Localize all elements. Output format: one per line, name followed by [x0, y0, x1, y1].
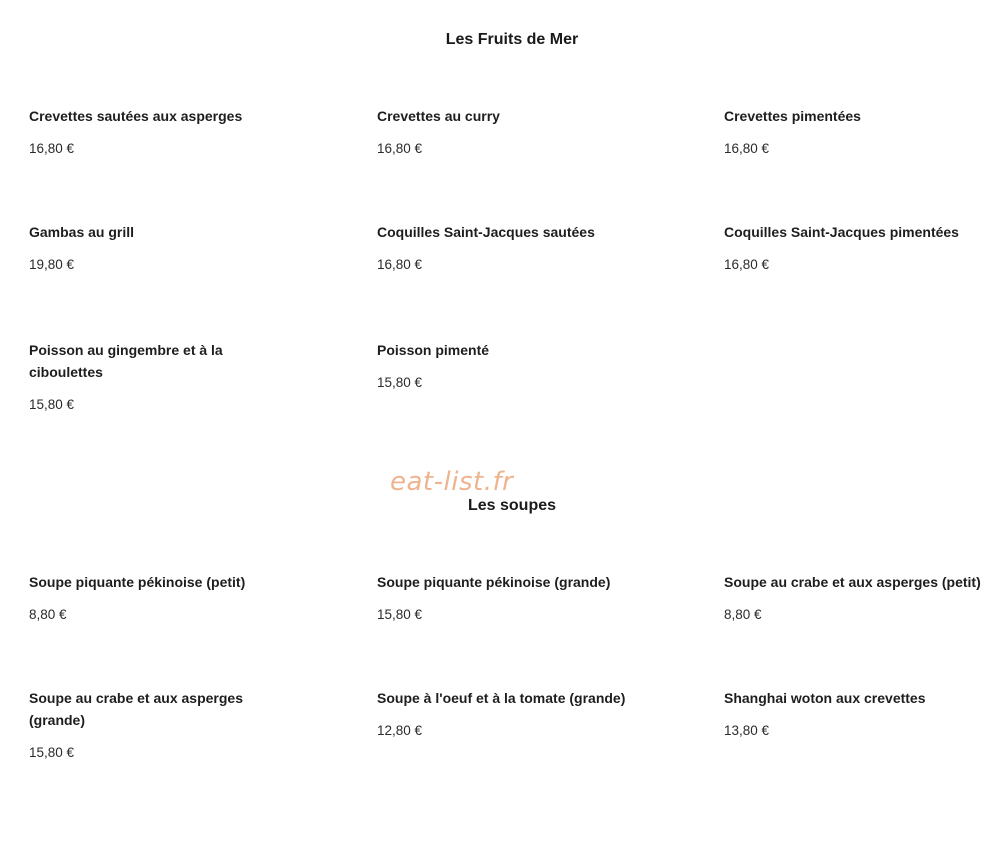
menu-item [377, 105, 647, 158]
menu-item-name: Gambas au grill [29, 224, 135, 240]
menu-item-name: Shanghai woton aux crevettes [724, 690, 926, 706]
menu-item [29, 571, 299, 624]
menu-item-name: Coquilles Saint-Jacques pimentées [724, 224, 959, 240]
menu-item [724, 221, 986, 274]
menu-item-name: Soupe piquante pékinoise (grande) [377, 574, 611, 590]
section-title-fruits-de-mer: Les Fruits de Mer [445, 31, 579, 48]
menu-item-name: Crevettes pimentées [724, 108, 861, 124]
menu-item-price: 16,80 € [377, 257, 423, 272]
menu-item-price: 15,80 € [377, 375, 423, 390]
menu-item [724, 571, 986, 624]
menu-item-price: 16,80 € [377, 141, 423, 156]
section-title-soupes: Les soupes [467, 497, 557, 514]
menu-item-price: 8,80 € [724, 607, 762, 622]
menu-item [377, 339, 647, 392]
menu-item [377, 221, 647, 274]
menu-item-price: 13,80 € [724, 723, 770, 738]
menu-item-price: 19,80 € [29, 257, 75, 272]
menu-item [29, 339, 269, 414]
menu-item-price: 15,80 € [29, 397, 75, 412]
menu-item [724, 105, 986, 158]
menu-item-price: 12,80 € [377, 723, 423, 738]
menu-item-name: Soupe à l'oeuf et à la tomate (grande) [377, 690, 626, 706]
menu-item-price: 15,80 € [29, 745, 75, 760]
menu-item-price: 15,80 € [377, 607, 423, 622]
menu-item-price: 16,80 € [29, 141, 75, 156]
menu-item [724, 687, 986, 740]
menu-item-name: Crevettes au curry [377, 108, 500, 124]
menu-item [377, 571, 647, 624]
menu-item [29, 221, 299, 274]
menu-item-name: Soupe piquante pékinoise (petit) [29, 574, 246, 590]
menu-item-name: Soupe au crabe et aux asperges (grande) [29, 690, 243, 728]
menu-item [29, 687, 269, 762]
menu-item [29, 105, 299, 158]
menu-item-price: 16,80 € [724, 257, 770, 272]
menu-item-name: Soupe au crabe et aux asperges (petit) [724, 574, 981, 590]
menu-item-price: 8,80 € [29, 607, 67, 622]
watermark: eat-list.fr [390, 467, 514, 497]
menu-item-name: Coquilles Saint-Jacques sautées [377, 224, 595, 240]
menu-item-name: Poisson au gingembre et à la ciboulettes [29, 342, 223, 380]
menu-item-name: Crevettes sautées aux asperges [29, 108, 243, 124]
menu-item-price: 16,80 € [724, 141, 770, 156]
menu-item-name: Poisson pimenté [377, 342, 490, 358]
menu-item [377, 687, 647, 740]
